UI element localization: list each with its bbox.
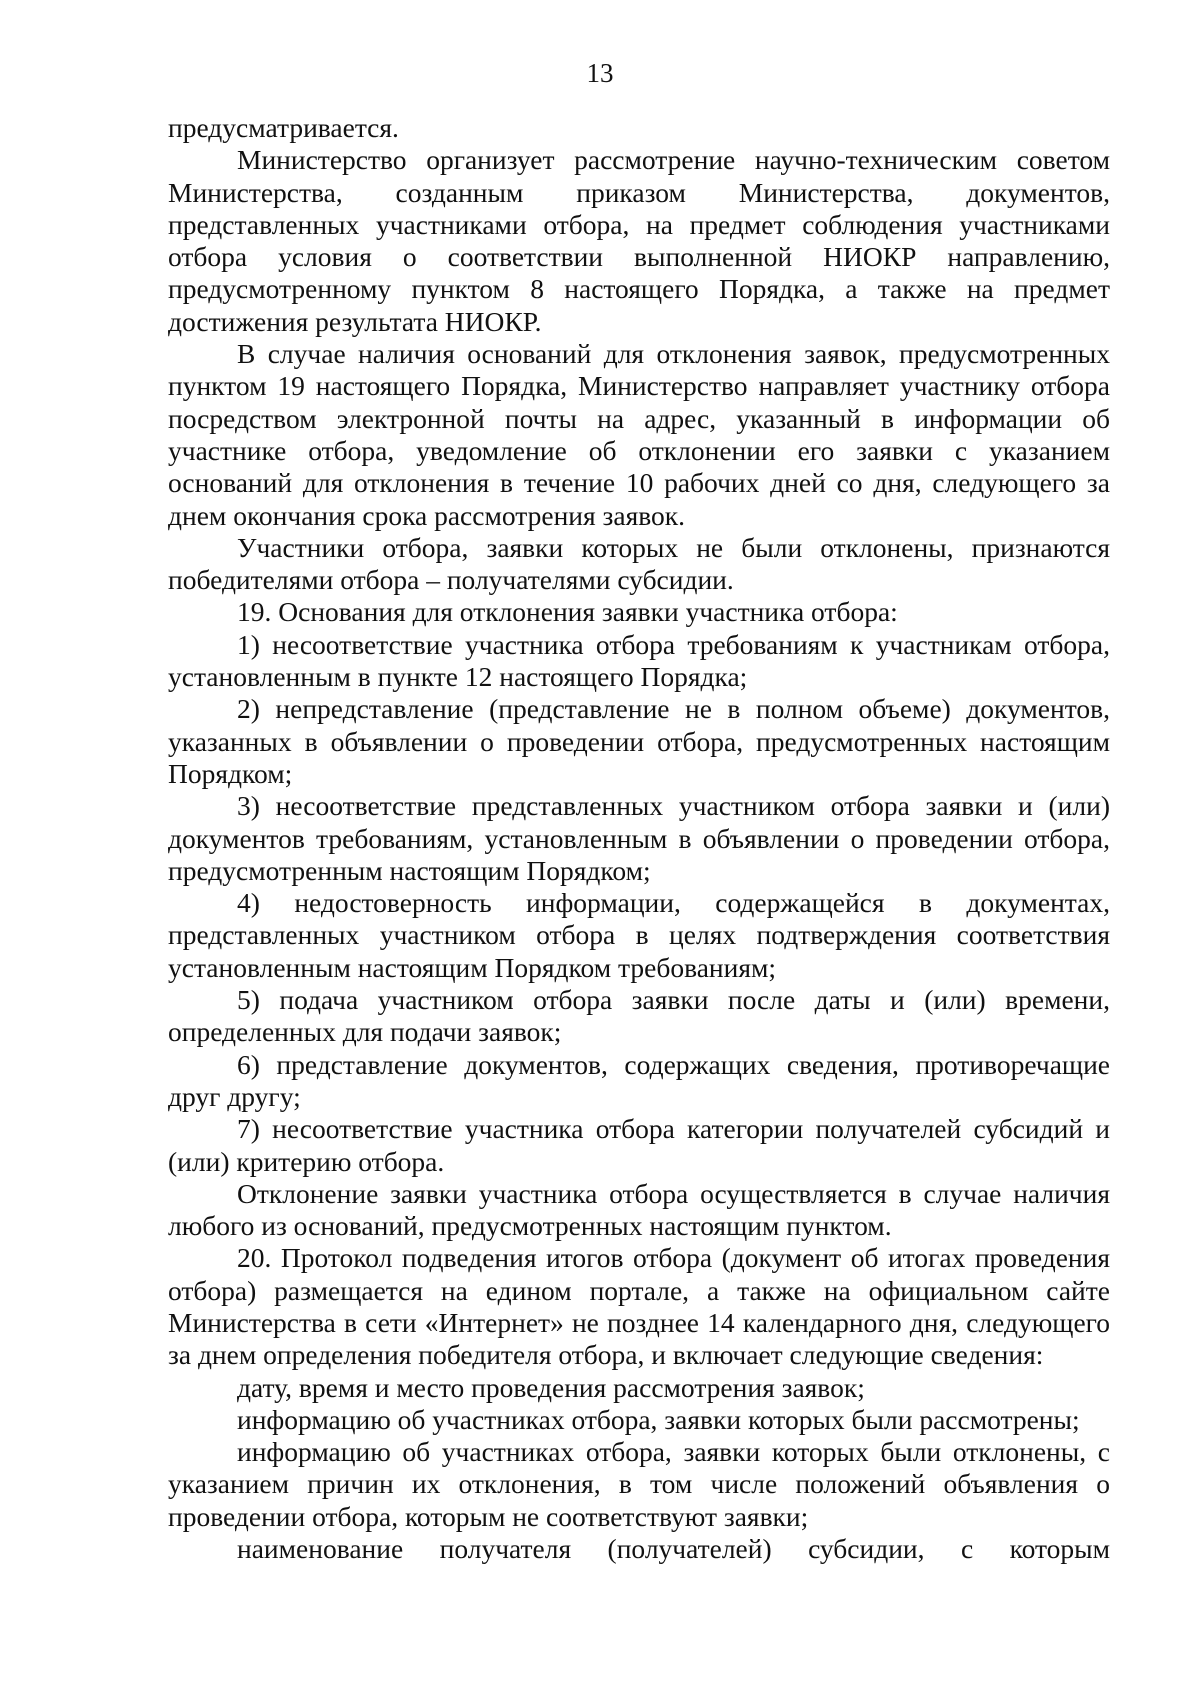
- list-item-19-2: 2) непредставление (представление не в полном объеме) документов, указанных в объявлении о проведении отбора, предусмотренных настоящим Порядком;: [168, 693, 1110, 789]
- paragraph-winners: Участники отбора, заявки которых не были отклонены, признаются победителями отбора – получателями субсидии.: [168, 531, 1110, 596]
- paragraph-rejection-notice: В случае наличия оснований для отклонения заявок, предусмотренных пунктом 19 настоящего Порядка, Министерство направляет участнику отбора посредством электронной почты на адрес, указанный в информации об участнике отбора, уведомление об отклонении его заявки с указанием оснований для отклонения в течение 10 рабочих дней со дня, следующего за днем окончания срока рассмотрения заявок.: [168, 338, 1110, 531]
- document-body: [168, 112, 1110, 1565]
- list-item-19-7: 7) несоответствие участника отбора категории получателей субсидий и (или) критерию отбора.: [168, 1113, 1110, 1177]
- list-item-20-rejected: информацию об участниках отбора, заявки которых были отклонены, с указанием причин их отклонения, в том числе положений объявления о проведении отбора, которым не соответствуют заявки;: [168, 1436, 1110, 1532]
- paragraph-item-20-protocol: 20. Протокол подведения итогов отбора (документ об итогах проведения отбора) размещается на едином портале, а также на официальном сайте Министерства в сети «Интернет» не позднее 14 календарного дня, следующего за днем определения победителя отбора, и включает следующие сведения:: [168, 1242, 1110, 1371]
- paragraph-rejection-rule: Отклонение заявки участника отбора осуществляется в случае наличия любого из оснований, предусмотренных настоящим пунктом.: [168, 1177, 1110, 1242]
- paragraph-ministry-review: Министерство организует рассмотрение научно-техническим советом Министерства, созданным приказом Министерства, документов, представленных участниками отбора, на предмет соблюдения участниками отбора условия о соответствии выполненной НИОКР направлению, предусмотренному пунктом 8 настоящего Порядка, а также на предмет достижения результата НИОКР.: [168, 144, 1110, 337]
- page-number: 13: [586, 58, 614, 88]
- list-item-20-date: дату, время и место проведения рассмотрения заявок;: [237, 1371, 865, 1403]
- list-item-19-3: 3) несоответствие представленных участником отбора заявки и (или) документов требованиям, установленным в объявлении о проведении отбора, предусмотренным настоящим Порядком;: [168, 790, 1110, 886]
- list-item-19-6: 6) представление документов, содержащих сведения, противоречащие друг другу;: [168, 1048, 1110, 1112]
- paragraph-item-19-heading: 19. Основания для отклонения заявки участника отбора:: [237, 596, 898, 628]
- list-item-20-reviewed: информацию об участниках отбора, заявки которых были рассмотрены;: [237, 1403, 1080, 1435]
- paragraph-continuation: предусматривается.: [168, 112, 399, 143]
- list-item-19-1: 1) несоответствие участника отбора требованиям к участникам отбора, установленным в пункте 12 настоящего Порядка;: [168, 628, 1110, 693]
- list-item-19-4: 4) недостоверность информации, содержащейся в документах, представленных участником отбора в целях подтверждения соответствия установленным настоящим Порядком требованиям;: [168, 887, 1110, 983]
- list-item-20-recipient: наименование получателя (получателей) субсидии, с которым: [237, 1533, 1110, 1565]
- list-item-19-5: 5) подача участником отбора заявки после даты и (или) времени, определенных для подачи заявок;: [168, 984, 1110, 1048]
